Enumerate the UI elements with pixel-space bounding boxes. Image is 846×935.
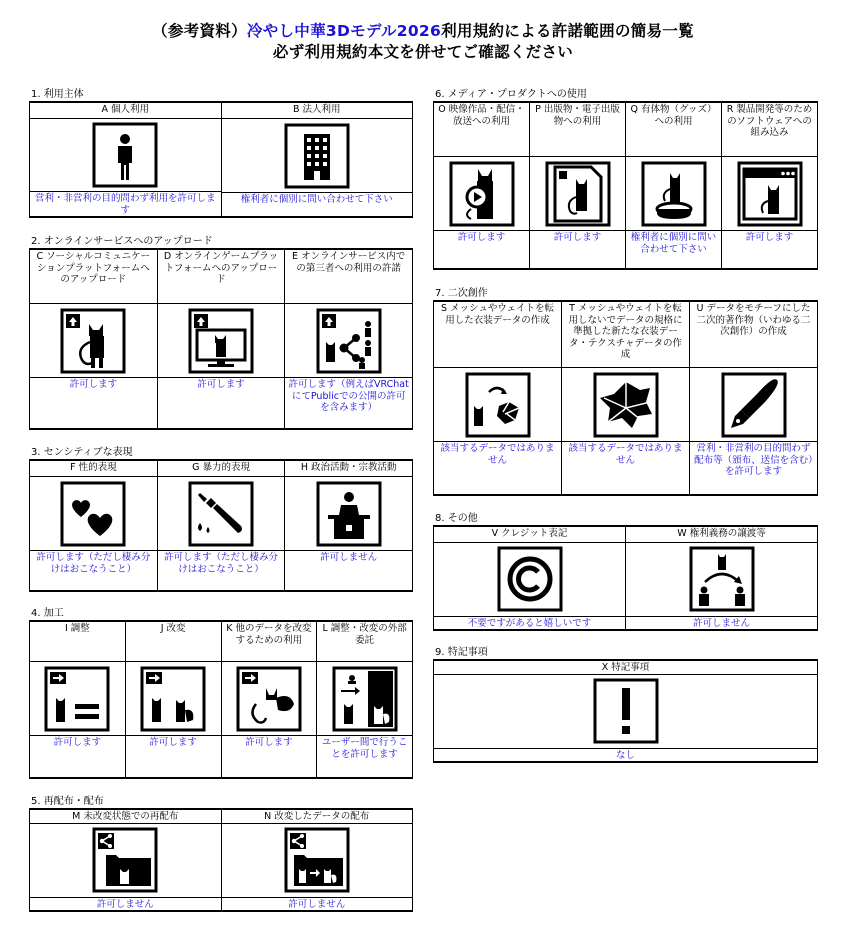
- cell-label: V クレジット表記: [434, 527, 625, 543]
- video-icon: [434, 157, 529, 231]
- cell-F: [30, 461, 158, 590]
- cell-label: C ソーシャルコミュニケーションプラットフォームへのアップロード: [30, 250, 157, 304]
- cell-E: [285, 250, 412, 428]
- section-sensitive: [29, 446, 413, 592]
- page-subtitle: 必ず利用規約本文を併せてご確認ください: [272, 43, 574, 61]
- cell-status: 許可します: [149, 737, 197, 748]
- cell-label: X 特記事項: [434, 661, 817, 675]
- figure-goods-icon: [626, 157, 721, 231]
- cell-label: S メッシュやウェイトを転用した衣装データの作成: [434, 302, 561, 368]
- cell-status: 営利・非営利の目的問わず配布等（頒布、送信を含む）を許可します: [694, 443, 813, 477]
- cell-status: なし: [615, 749, 635, 761]
- cell-status: ユーザー間で行うことを許可します: [321, 737, 408, 760]
- cell-P: [530, 103, 626, 268]
- cell-status: 許可しません: [692, 617, 750, 629]
- cell-label: W 権利義務の譲渡等: [626, 527, 817, 543]
- cell-C: [30, 250, 158, 428]
- cell-status: 営利・非営利の目的問わず利用を許可します: [34, 193, 216, 216]
- cell-S: [434, 302, 562, 494]
- cell-label: Q 有体物（グッズ）への利用: [626, 103, 721, 157]
- cell-G: [158, 461, 286, 590]
- section-redistribution: [29, 795, 413, 912]
- section-usage-subject: [29, 88, 413, 218]
- cell-label: L 調整・改変の外部委託: [317, 622, 412, 662]
- copyright-icon: [434, 543, 625, 617]
- cell-label: O 映像作品・配信・放送への利用: [434, 103, 529, 157]
- cell-O: [434, 103, 530, 268]
- cell-status: 許可しません: [320, 552, 378, 563]
- page-title: （参考資料）冷やし中華3Dモデル2026利用規約による許諾範囲の簡易一覧: [152, 22, 694, 40]
- cell-status: 権利者に個別に問い合わせて下さい: [240, 194, 393, 205]
- cell-label: H 政治活動・宗教活動: [285, 461, 412, 477]
- cell-status: 該当するデータではありません: [440, 443, 555, 466]
- person-icon: [30, 119, 221, 192]
- cell-status: 許可します: [745, 232, 794, 243]
- cell-N: [222, 810, 413, 910]
- adjust-icon: [30, 662, 125, 736]
- cell-label: P 出版物・電子出版物への利用: [530, 103, 625, 157]
- transfer-rights-icon: [626, 543, 817, 617]
- cell-label: N 改変したデータの配布: [222, 810, 413, 824]
- cell-status: 許可します: [457, 232, 506, 243]
- cell-status: 許可しません: [96, 898, 154, 910]
- cell-Q: [626, 103, 722, 268]
- cell-B: [222, 103, 413, 216]
- outsource-icon: [317, 662, 412, 736]
- section-title: 3. センシティブな表現: [31, 447, 133, 458]
- section-title: 1. 利用主体: [31, 89, 84, 100]
- cell-K: [222, 622, 318, 777]
- knife-icon: [158, 477, 285, 551]
- section-title: 7. 二次創作: [435, 288, 488, 299]
- costume-transfer-icon: [434, 368, 561, 442]
- section-other: [433, 512, 818, 631]
- section-online-upload: [29, 235, 413, 430]
- cell-label: M 未改変状態での再配布: [30, 810, 221, 824]
- cell-label: J 改変: [126, 622, 221, 662]
- cell-status: 権利者に個別に問い合わせて下さい: [630, 232, 717, 255]
- new-costume-icon: [562, 368, 689, 442]
- exclamation-icon: [434, 675, 817, 749]
- hearts-icon: [30, 477, 157, 551]
- cell-status: 許可します: [245, 737, 293, 748]
- cell-status: 許可します（ただし棲み分けはおこなうこと）: [164, 552, 279, 575]
- cell-W: [626, 527, 817, 629]
- section-title: 6. メディア・プロダクトへの使用: [435, 89, 587, 100]
- cell-L: [317, 622, 412, 777]
- reuse-parts-icon: [222, 662, 317, 736]
- podium-speaker-icon: [285, 477, 412, 551]
- cell-label: T メッシュやウェイトを転用しないでデータの規格に準拠した新たな衣装データ・テクスチャデータの作成: [562, 302, 689, 368]
- cell-I: [30, 622, 126, 777]
- share-users-icon: [285, 304, 412, 378]
- office-building-icon: [222, 119, 413, 193]
- cell-T: [562, 302, 690, 494]
- modify-icon: [126, 662, 221, 736]
- cell-label: A 個人利用: [30, 103, 221, 119]
- section-processing: [29, 607, 413, 779]
- cell-H: [285, 461, 412, 590]
- cell-status: 許可します: [53, 737, 102, 748]
- cell-label: E オンラインサービス内での第三者への利用の許諾: [285, 250, 412, 304]
- redistribute-icon: [30, 824, 221, 898]
- cell-label: I 調整: [30, 622, 125, 662]
- cell-status: 許可します: [197, 379, 245, 390]
- cell-label: F 性的表現: [30, 461, 157, 477]
- cell-status: 不要ですがあると嬉しいです: [467, 617, 592, 629]
- cell-V: [434, 527, 626, 629]
- cell-status: 該当するデータではありません: [568, 443, 683, 466]
- cell-label: U データをモチーフにした二次的著作物（いわゆる二次創作）の作成: [690, 302, 817, 368]
- cell-status: 許可します（例えばVRChatにてPublicでの公開の許可を含みます）: [288, 379, 409, 413]
- cell-status: 許可します: [553, 232, 602, 243]
- cell-label: D オンラインゲームプラットフォームへのアップロード: [158, 250, 285, 304]
- section-title: 9. 特記事項: [435, 647, 488, 658]
- cell-X: [434, 661, 817, 761]
- model-name: 冷やし中華3Dモデル2026: [246, 22, 442, 40]
- cell-J: [126, 622, 222, 777]
- cell-M: [30, 810, 222, 910]
- section-title: 4. 加工: [31, 608, 64, 619]
- cell-A: [30, 103, 222, 216]
- cell-status: 許可しません: [288, 898, 346, 910]
- pen-nib-icon: [690, 368, 817, 442]
- cell-label: B 法人利用: [222, 103, 413, 119]
- cell-status: 許可します: [69, 379, 118, 390]
- upload-game-icon: [158, 304, 285, 378]
- cell-R: [722, 103, 817, 268]
- section-special-notes: [433, 646, 818, 763]
- cell-D: [158, 250, 286, 428]
- cell-U: [690, 302, 817, 494]
- cell-label: R 製品開発等のためのソフトウェアへの組み込み: [722, 103, 817, 157]
- upload-social-icon: [30, 304, 157, 378]
- cell-label: G 暴力的表現: [158, 461, 285, 477]
- section-title: 8. その他: [435, 513, 478, 524]
- cell-status: 許可します（ただし棲み分けはおこなうこと）: [36, 552, 151, 575]
- section-media: [433, 88, 818, 270]
- section-title: 2. オンラインサービスへのアップロード: [31, 236, 213, 247]
- cell-label: K 他のデータを改変するための利用: [222, 622, 317, 662]
- distribute-modified-icon: [222, 824, 413, 898]
- publication-icon: [530, 157, 625, 231]
- section-derivative: [433, 287, 818, 496]
- section-title: 5. 再配布・配布: [31, 796, 104, 807]
- software-window-icon: [722, 157, 817, 231]
